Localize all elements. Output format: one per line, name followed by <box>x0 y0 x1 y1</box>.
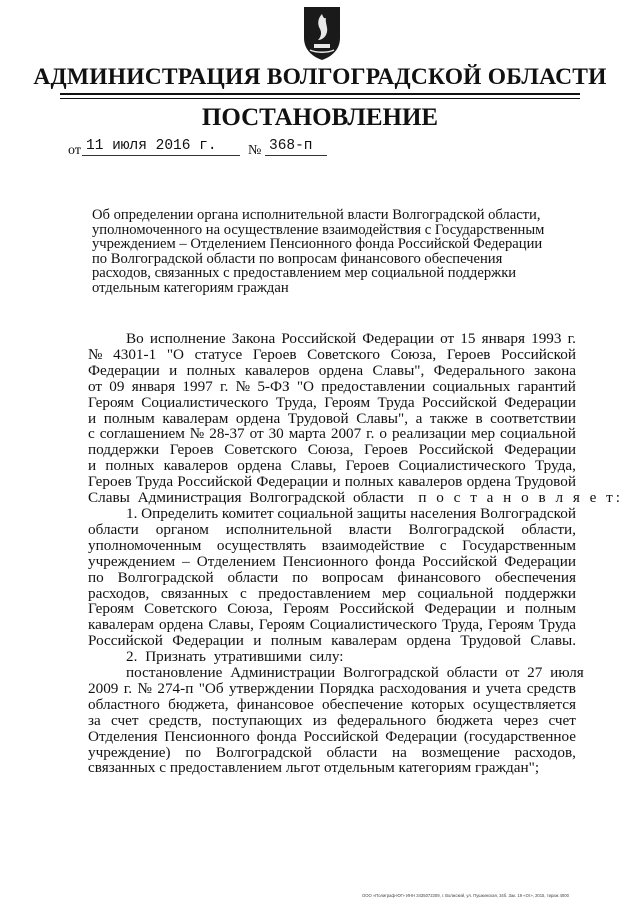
body-word: области <box>326 743 378 761</box>
body-line <box>88 538 576 554</box>
body-word: Волгоградской <box>215 743 312 761</box>
body-word: Федерации <box>172 632 244 650</box>
body-line <box>88 522 576 538</box>
body-word: Федерации <box>362 330 435 347</box>
body-word: и <box>506 600 515 618</box>
body-word: Федерального <box>433 361 525 379</box>
body-word: 4301-1 <box>113 345 157 363</box>
body-word: закона <box>534 361 576 379</box>
body-word: Славы", <box>356 409 409 427</box>
body-word: полным <box>270 632 322 650</box>
body-line <box>88 506 576 522</box>
body-word: о <box>379 425 387 443</box>
body-word: Героев <box>169 441 214 459</box>
body-word: от <box>505 664 524 682</box>
body-line <box>88 411 576 427</box>
body-line <box>88 379 576 395</box>
document-subject <box>92 208 574 296</box>
body-word: от <box>88 377 103 395</box>
body-word: которых <box>411 695 465 713</box>
body-word: населения <box>410 504 477 522</box>
body-word: 2. <box>126 648 142 666</box>
body-word: г. <box>220 377 229 395</box>
body-word: расходования <box>379 679 467 697</box>
body-word: силу: <box>309 648 344 666</box>
body-word: Федерации <box>504 552 576 570</box>
body-word: Федерации <box>424 600 497 618</box>
body-word: отдельным <box>324 759 399 777</box>
body-word: мер <box>471 425 496 443</box>
body-word: и <box>169 361 178 379</box>
body-word: за <box>88 711 101 729</box>
body-word: Социалистического <box>398 457 526 475</box>
body-word: осуществляется <box>472 695 576 713</box>
body-word: с <box>239 584 247 602</box>
body-word: вопросам <box>321 568 384 586</box>
body-word: полных <box>105 457 155 475</box>
body-word: Героев <box>446 345 491 363</box>
body-word: "Об <box>198 679 224 697</box>
body-word: Труда, <box>534 457 576 475</box>
body-word: социальной <box>500 425 576 443</box>
body-word: Труда <box>135 473 174 491</box>
body-word: предоставлении <box>321 377 426 395</box>
header-rule-thin <box>60 98 580 99</box>
subject-line: по Волгоградской области по вопросам финансового обеспечения <box>92 250 503 267</box>
document-date: 11 июля 2016 г. <box>82 138 240 156</box>
body-word: "О <box>166 345 184 363</box>
body-word: расходов, <box>514 743 576 761</box>
body-word: и <box>332 473 341 491</box>
body-word: бюджета <box>436 711 494 729</box>
body-word: кавалерам <box>88 616 155 634</box>
body-word: бюджета, <box>168 695 229 713</box>
body-word: исполнительной <box>225 520 332 538</box>
subject-line: уполномоченного на осуществление взаимодействия с Государственным <box>92 221 545 238</box>
body-line <box>88 681 576 697</box>
body-word: в <box>475 409 483 427</box>
body-word: защиты <box>356 504 407 522</box>
body-word: на <box>392 743 407 761</box>
body-word: Советского <box>144 600 217 618</box>
body-word: Труда, <box>441 616 483 634</box>
body-word: области <box>446 664 502 682</box>
body-word: № <box>137 679 152 697</box>
body-word: Закона <box>231 330 276 347</box>
body-word: "О <box>296 377 314 395</box>
body-word: связанных <box>88 759 160 777</box>
body-line <box>88 554 576 570</box>
body-line <box>88 474 576 490</box>
body-line <box>88 664 584 682</box>
body-word: Славы <box>88 489 134 507</box>
body-word: счет <box>548 711 576 729</box>
body-word: постановление <box>126 664 227 682</box>
body-word: предоставлением <box>258 584 371 602</box>
body-word: социальной <box>277 504 354 522</box>
body-line <box>88 570 576 586</box>
body-word: Администрации <box>230 664 339 682</box>
body-word: Славы, <box>290 457 337 475</box>
body-word: Славы", <box>372 361 425 379</box>
body-word: – <box>182 552 190 570</box>
body-word: предоставлением <box>169 759 286 777</box>
body-word: Советского <box>307 345 380 363</box>
body-word: Волгоградской <box>117 568 214 586</box>
body-word: федерального <box>337 711 427 729</box>
body-line <box>88 729 576 745</box>
body-word: Российской <box>422 393 497 411</box>
body-word: Российской <box>418 441 494 459</box>
body-word: Трудовой <box>515 473 576 491</box>
body-word: Трудовой <box>460 632 522 650</box>
body-word: мер <box>382 584 406 602</box>
body-word: Пенсионного <box>282 552 369 570</box>
body-word: возмещение <box>421 743 500 761</box>
body-word: Героям <box>88 393 134 411</box>
body-line <box>88 601 576 617</box>
printer-imprint: ООО «Полиграф-ЮГ» ИНН 3435072309, г. Волжский, ул. Пушкинская, 34б. Зак. 19 «Ог», 2015, тираж 4000 <box>362 893 569 898</box>
body-word: соглашением <box>99 425 185 443</box>
body-word: Героев <box>345 457 390 475</box>
body-word: фонда <box>256 727 297 745</box>
subject-line: отдельным категориям граждан <box>92 279 289 296</box>
body-word: Волгоградской <box>480 504 576 522</box>
body-line <box>88 697 576 713</box>
body-word: Волгоградской <box>249 489 349 507</box>
body-word: Федерации <box>385 727 458 745</box>
body-line <box>88 395 576 411</box>
body-line <box>88 347 576 363</box>
body-line <box>88 331 576 347</box>
body-word: 2009 <box>88 679 119 697</box>
body-word: ордена <box>406 632 451 650</box>
body-word: учреждение) <box>88 743 171 761</box>
body-word: ордена <box>318 361 364 379</box>
document-body <box>88 330 624 777</box>
body-word: кавалеров <box>244 361 310 379</box>
body-word: области <box>352 489 408 507</box>
body-line <box>88 633 576 649</box>
body-word: с <box>159 759 170 777</box>
body-word: обеспечение <box>321 695 403 713</box>
body-word: взаимодействие <box>321 536 425 554</box>
subject-line: расходов, связанных с предоставлением мер социальной поддержки <box>92 265 517 282</box>
body-word: с <box>439 536 447 554</box>
body-word: Героям <box>88 600 134 618</box>
body-word: ордена <box>159 616 204 634</box>
body-word: Советского <box>224 441 298 459</box>
body-word: органом <box>155 520 209 538</box>
body-word: полных <box>186 361 236 379</box>
body-word: 1. <box>126 504 138 522</box>
body-line <box>88 760 576 776</box>
body-word: учреждением <box>88 552 176 570</box>
body-word: и <box>88 409 97 427</box>
body-word: Волгоградской <box>408 520 505 538</box>
body-word: Героям <box>283 600 329 618</box>
body-word: Федерации <box>504 441 576 459</box>
body-word: (государственное <box>463 727 576 745</box>
number-label: № <box>248 143 262 158</box>
body-word: Отделения <box>88 727 158 745</box>
body-word: г. <box>567 330 576 347</box>
body-word: фонда <box>375 552 416 570</box>
body-word: Определить <box>141 504 219 522</box>
body-line <box>88 442 576 458</box>
body-word: кавалеров <box>163 457 229 475</box>
body-word: № <box>235 377 251 395</box>
body-line <box>88 713 576 729</box>
body-word: Труда, <box>275 393 317 411</box>
header-rule-thick <box>60 93 580 95</box>
body-word: также <box>429 409 468 427</box>
body-word: и <box>472 679 481 697</box>
body-word: поддержки <box>504 584 576 602</box>
body-word: Героям <box>258 616 305 634</box>
body-word: Союза, <box>390 345 437 363</box>
body-word: финансовое <box>236 695 314 713</box>
body-line <box>88 745 576 761</box>
body-word: полным <box>524 600 576 618</box>
body-word: Федерации <box>256 473 329 491</box>
body-line <box>88 363 576 379</box>
body-word: Героям <box>324 393 371 411</box>
body-word: с <box>88 425 95 443</box>
body-word: по <box>292 568 308 586</box>
body-word: власти <box>348 520 392 538</box>
document-number: 368-п <box>265 138 327 156</box>
body-word: Российской <box>177 473 253 491</box>
body-word: г. <box>366 425 375 443</box>
body-word: Волгоградской <box>343 664 443 682</box>
body-word: льгот <box>285 759 324 777</box>
body-word: полных <box>344 473 394 491</box>
body-word: а <box>415 409 423 427</box>
body-word: кавалерам <box>162 409 229 427</box>
body-word: осуществлять <box>216 536 307 554</box>
body-word: 5-ФЗ <box>257 377 290 395</box>
body-word: Признать <box>145 648 210 666</box>
body-word: Союза, <box>307 441 354 459</box>
body-word: 1993 <box>531 330 562 347</box>
body-word: Социалистического <box>309 616 437 634</box>
body-word: по <box>185 743 202 761</box>
body-word: 27 <box>527 664 547 682</box>
volgograd-region-emblem-icon <box>300 4 344 62</box>
organization-title: АДМИНИСТРАЦИЯ ВОЛГОГРАДСКОЙ ОБЛАСТИ <box>33 64 607 90</box>
body-word: № <box>189 425 205 443</box>
date-from-label: от <box>68 143 81 158</box>
body-line <box>88 426 576 442</box>
body-word: января <box>481 330 525 347</box>
body-word: Федерации <box>88 361 160 379</box>
body-word: г. <box>123 679 133 697</box>
body-word: граждан"; <box>474 759 540 777</box>
body-word: Российской <box>422 552 498 570</box>
body-word: поддержки <box>88 441 160 459</box>
body-word: Славы. <box>530 632 576 650</box>
body-word: соответствии <box>490 409 576 427</box>
body-line <box>88 586 576 602</box>
body-word: утверждении <box>229 679 315 697</box>
body-word: Администрация <box>137 489 246 507</box>
body-line <box>88 458 576 474</box>
body-word: марта <box>288 425 326 443</box>
body-word: Отделением <box>196 552 276 570</box>
subject-line: учреждением – Отделением Пенсионного фонда Российской Федерации <box>92 236 543 253</box>
body-word: социальных <box>432 377 511 395</box>
body-word: кавалерам <box>331 632 398 650</box>
body-word: связанных <box>160 584 229 602</box>
body-word: финансового <box>397 568 481 586</box>
body-word: 15 <box>460 330 476 347</box>
body-word: гарантий <box>517 377 576 395</box>
body-line <box>88 489 624 507</box>
body-word: учета <box>485 679 522 697</box>
body-word: Государственным <box>462 536 576 554</box>
body-word: и <box>253 632 262 650</box>
body-word: Федерации <box>504 393 576 411</box>
body-word: 1997 <box>182 377 213 395</box>
body-word: № <box>88 345 103 363</box>
body-word: от <box>440 330 455 347</box>
body-word: реализации <box>391 425 467 443</box>
body-word: Пенсионного <box>164 727 250 745</box>
body-word: Российской <box>501 345 576 363</box>
body-word: комитет <box>221 504 274 522</box>
body-word: Труда <box>538 616 576 634</box>
body-word: области <box>88 520 139 538</box>
body-word: 09 <box>109 377 125 395</box>
body-word: июля <box>550 664 584 682</box>
body-word: 2007 <box>330 425 362 443</box>
body-word: Российской <box>281 330 357 347</box>
body-word: 28-37 <box>209 425 245 443</box>
body-word: Союза, <box>227 600 273 618</box>
body-line <box>88 649 576 665</box>
body-word: Героев <box>364 441 408 459</box>
body-word: категориям <box>398 759 475 777</box>
body-word: через <box>503 711 539 729</box>
body-word: счет <box>111 711 139 729</box>
body-word: Славы, <box>208 616 254 634</box>
body-word: области <box>227 568 279 586</box>
body-line <box>88 617 576 633</box>
body-word: января <box>131 377 176 395</box>
body-word: ордена <box>237 457 282 475</box>
body-word: ордена <box>466 473 511 491</box>
body-word: Героев <box>88 473 132 491</box>
decree-word: п о с т а н о в л я е т: <box>411 489 624 507</box>
body-word: обеспечения <box>494 568 576 586</box>
body-word: 274-п <box>157 679 194 697</box>
body-word: социальной <box>417 584 494 602</box>
body-word: и <box>88 457 97 475</box>
body-word: по <box>88 568 104 586</box>
body-word: Социалистического <box>141 393 269 411</box>
body-word: поступающих <box>211 711 303 729</box>
body-word: расходов, <box>88 584 150 602</box>
body-word: от <box>249 425 264 443</box>
body-word: статусе <box>194 345 243 363</box>
body-word: 30 <box>268 425 284 443</box>
subject-line: Об определении органа исполнительной власти Волгоградской области, <box>92 207 541 223</box>
body-word: области, <box>521 520 576 538</box>
body-word: Российской <box>339 600 415 618</box>
body-word: областного <box>88 695 160 713</box>
body-word: из <box>312 711 327 729</box>
body-word: уполномоченным <box>88 536 202 554</box>
body-word: Труда <box>377 393 415 411</box>
body-word: Героев <box>252 345 297 363</box>
body-word: Трудовой <box>287 409 349 427</box>
body-word: средств <box>526 679 576 697</box>
body-word: Российской <box>303 727 379 745</box>
body-word: Героям <box>487 616 534 634</box>
body-word: утратившими <box>213 648 306 666</box>
body-word: средств, <box>148 711 202 729</box>
body-word: Порядка <box>319 679 375 697</box>
body-word: исполнение <box>149 330 226 347</box>
document-type-title: ПОСТАНОВЛЕНИЕ <box>201 104 439 131</box>
body-word: полным <box>103 409 155 427</box>
body-word: Во <box>126 330 144 347</box>
body-word: Российской <box>88 632 163 650</box>
body-word: ордена <box>235 409 281 427</box>
body-word: кавалеров <box>397 473 463 491</box>
